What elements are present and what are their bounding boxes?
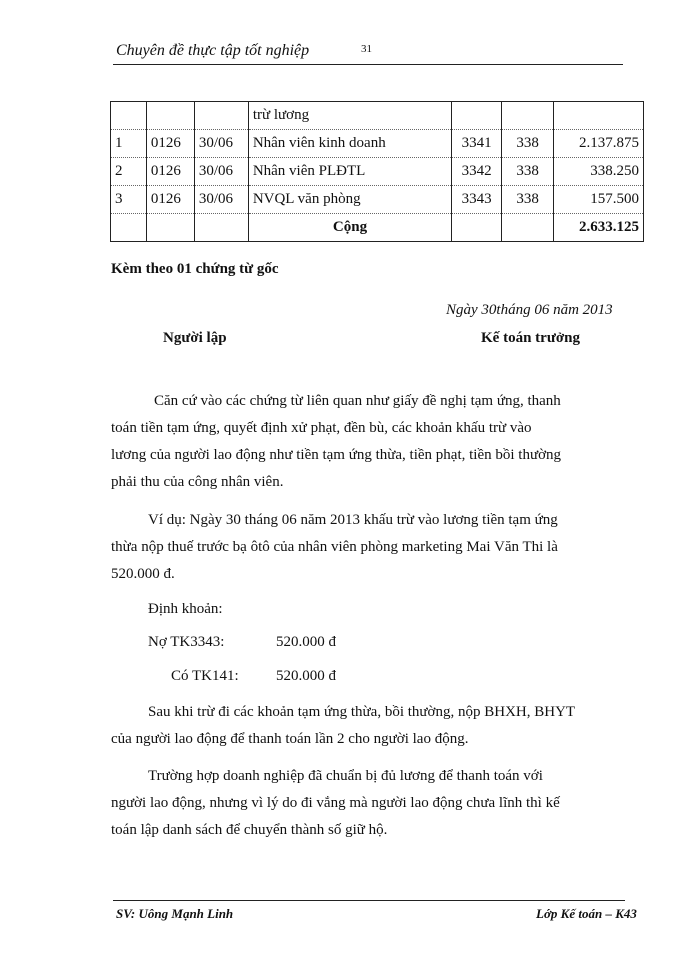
table-cell bbox=[502, 214, 554, 242]
table-row bbox=[111, 158, 644, 186]
table-row bbox=[111, 186, 644, 214]
table-cell: NVQL văn phòng bbox=[248, 186, 451, 214]
table-cell: 0126 bbox=[146, 186, 194, 214]
paragraph-line: toán lập danh sách để chuyển thành số giữ hộ. bbox=[111, 822, 388, 838]
table-cell: 338.250 bbox=[554, 158, 644, 186]
paragraph-line: Căn cứ vào các chứng từ liên quan như giấy đề nghị tạm ứng, thanh bbox=[154, 393, 561, 409]
paragraph-line: thừa nộp thuế trước bạ ôtô của nhân viên phòng marketing Mai Văn Thi là bbox=[111, 539, 558, 555]
table-cell: 2.137.875 bbox=[554, 130, 644, 158]
credit-label: Có TK141: bbox=[171, 668, 239, 684]
ledger-table bbox=[110, 101, 644, 242]
preparer-label: Người lập bbox=[163, 330, 227, 346]
paragraph-line: Sau khi trừ đi các khoản tạm ứng thừa, bồi thường, nộp BHXH, BHYT bbox=[148, 704, 576, 720]
table-cell: 3 bbox=[111, 186, 147, 214]
table-cell: Nhân viên kinh doanh bbox=[248, 130, 451, 158]
table-cell: 1 bbox=[111, 130, 147, 158]
debit-value: 520.000 đ bbox=[276, 634, 336, 650]
table-cell bbox=[146, 214, 194, 242]
chief-accountant-label: Kế toán trưởng bbox=[481, 330, 580, 346]
table-cell: 30/06 bbox=[194, 186, 248, 214]
table-cell: 3343 bbox=[452, 186, 502, 214]
total-label: Cộng bbox=[248, 214, 451, 242]
paragraph-line: người lao động, nhưng vì lý do đi vắng mà người lao động chưa lĩnh thì kế bbox=[111, 795, 560, 811]
table-cell bbox=[452, 102, 502, 130]
table-cell bbox=[194, 214, 248, 242]
table-cell bbox=[111, 102, 147, 130]
paragraph-line: 520.000 đ. bbox=[111, 566, 175, 582]
table-cell: 338 bbox=[502, 158, 554, 186]
paragraph-line: lương của người lao động như tiền tạm ứng thừa, tiền phạt, tiền bồi thường bbox=[111, 447, 562, 463]
page-number: 31 bbox=[361, 43, 372, 55]
footer-class: Lớp Kế toán – K43 bbox=[536, 906, 637, 921]
table-cell: trừ lương bbox=[248, 102, 451, 130]
credit-value: 520.000 đ bbox=[276, 668, 336, 684]
table-cell: 30/06 bbox=[194, 130, 248, 158]
table-cell bbox=[502, 102, 554, 130]
table-cell: 0126 bbox=[146, 158, 194, 186]
table-cell: Nhân viên PLĐTL bbox=[248, 158, 451, 186]
table-cell bbox=[146, 102, 194, 130]
paragraph-line: phải thu của công nhân viên. bbox=[111, 474, 284, 490]
table-cell: 3341 bbox=[452, 130, 502, 158]
table-cell bbox=[452, 214, 502, 242]
table-cell bbox=[194, 102, 248, 130]
paragraph-line: toán tiền tạm ứng, quyết định xử phạt, đền bù, các khoản khấu trừ vào bbox=[111, 420, 532, 436]
header-title: Chuyên đề thực tập tốt nghiệp bbox=[116, 42, 310, 59]
table-row bbox=[111, 130, 644, 158]
table-cell: 157.500 bbox=[554, 186, 644, 214]
date-line: Ngày 30tháng 06 năm 2013 bbox=[446, 302, 613, 318]
table-row bbox=[111, 102, 644, 130]
table-cell: 338 bbox=[502, 186, 554, 214]
entry-title: Định khoản: bbox=[148, 601, 223, 617]
total-value: 2.633.125 bbox=[554, 214, 644, 242]
debit-label: Nợ TK3343: bbox=[148, 634, 225, 650]
table-cell: 338 bbox=[502, 130, 554, 158]
paragraph-line: Trường hợp doanh nghiệp đã chuẩn bị đủ lương để thanh toán với bbox=[148, 768, 543, 784]
header-rule bbox=[113, 64, 623, 65]
footer-student: SV: Uông Mạnh Linh bbox=[116, 906, 234, 921]
table-cell: 3342 bbox=[452, 158, 502, 186]
table-cell: 30/06 bbox=[194, 158, 248, 186]
table-cell: 2 bbox=[111, 158, 147, 186]
paragraph-line: của người lao động để thanh toán lần 2 cho người lao động. bbox=[111, 731, 469, 747]
paragraph-line: Ví dụ: Ngày 30 tháng 06 năm 2013 khấu trừ vào lương tiền tạm ứng bbox=[148, 512, 558, 528]
footer-rule bbox=[113, 900, 625, 901]
table-cell bbox=[111, 214, 147, 242]
attachment-note: Kèm theo 01 chứng từ gốc bbox=[111, 261, 279, 277]
table-total-row bbox=[111, 214, 644, 242]
table-cell: 0126 bbox=[146, 130, 194, 158]
table-cell bbox=[554, 102, 644, 130]
